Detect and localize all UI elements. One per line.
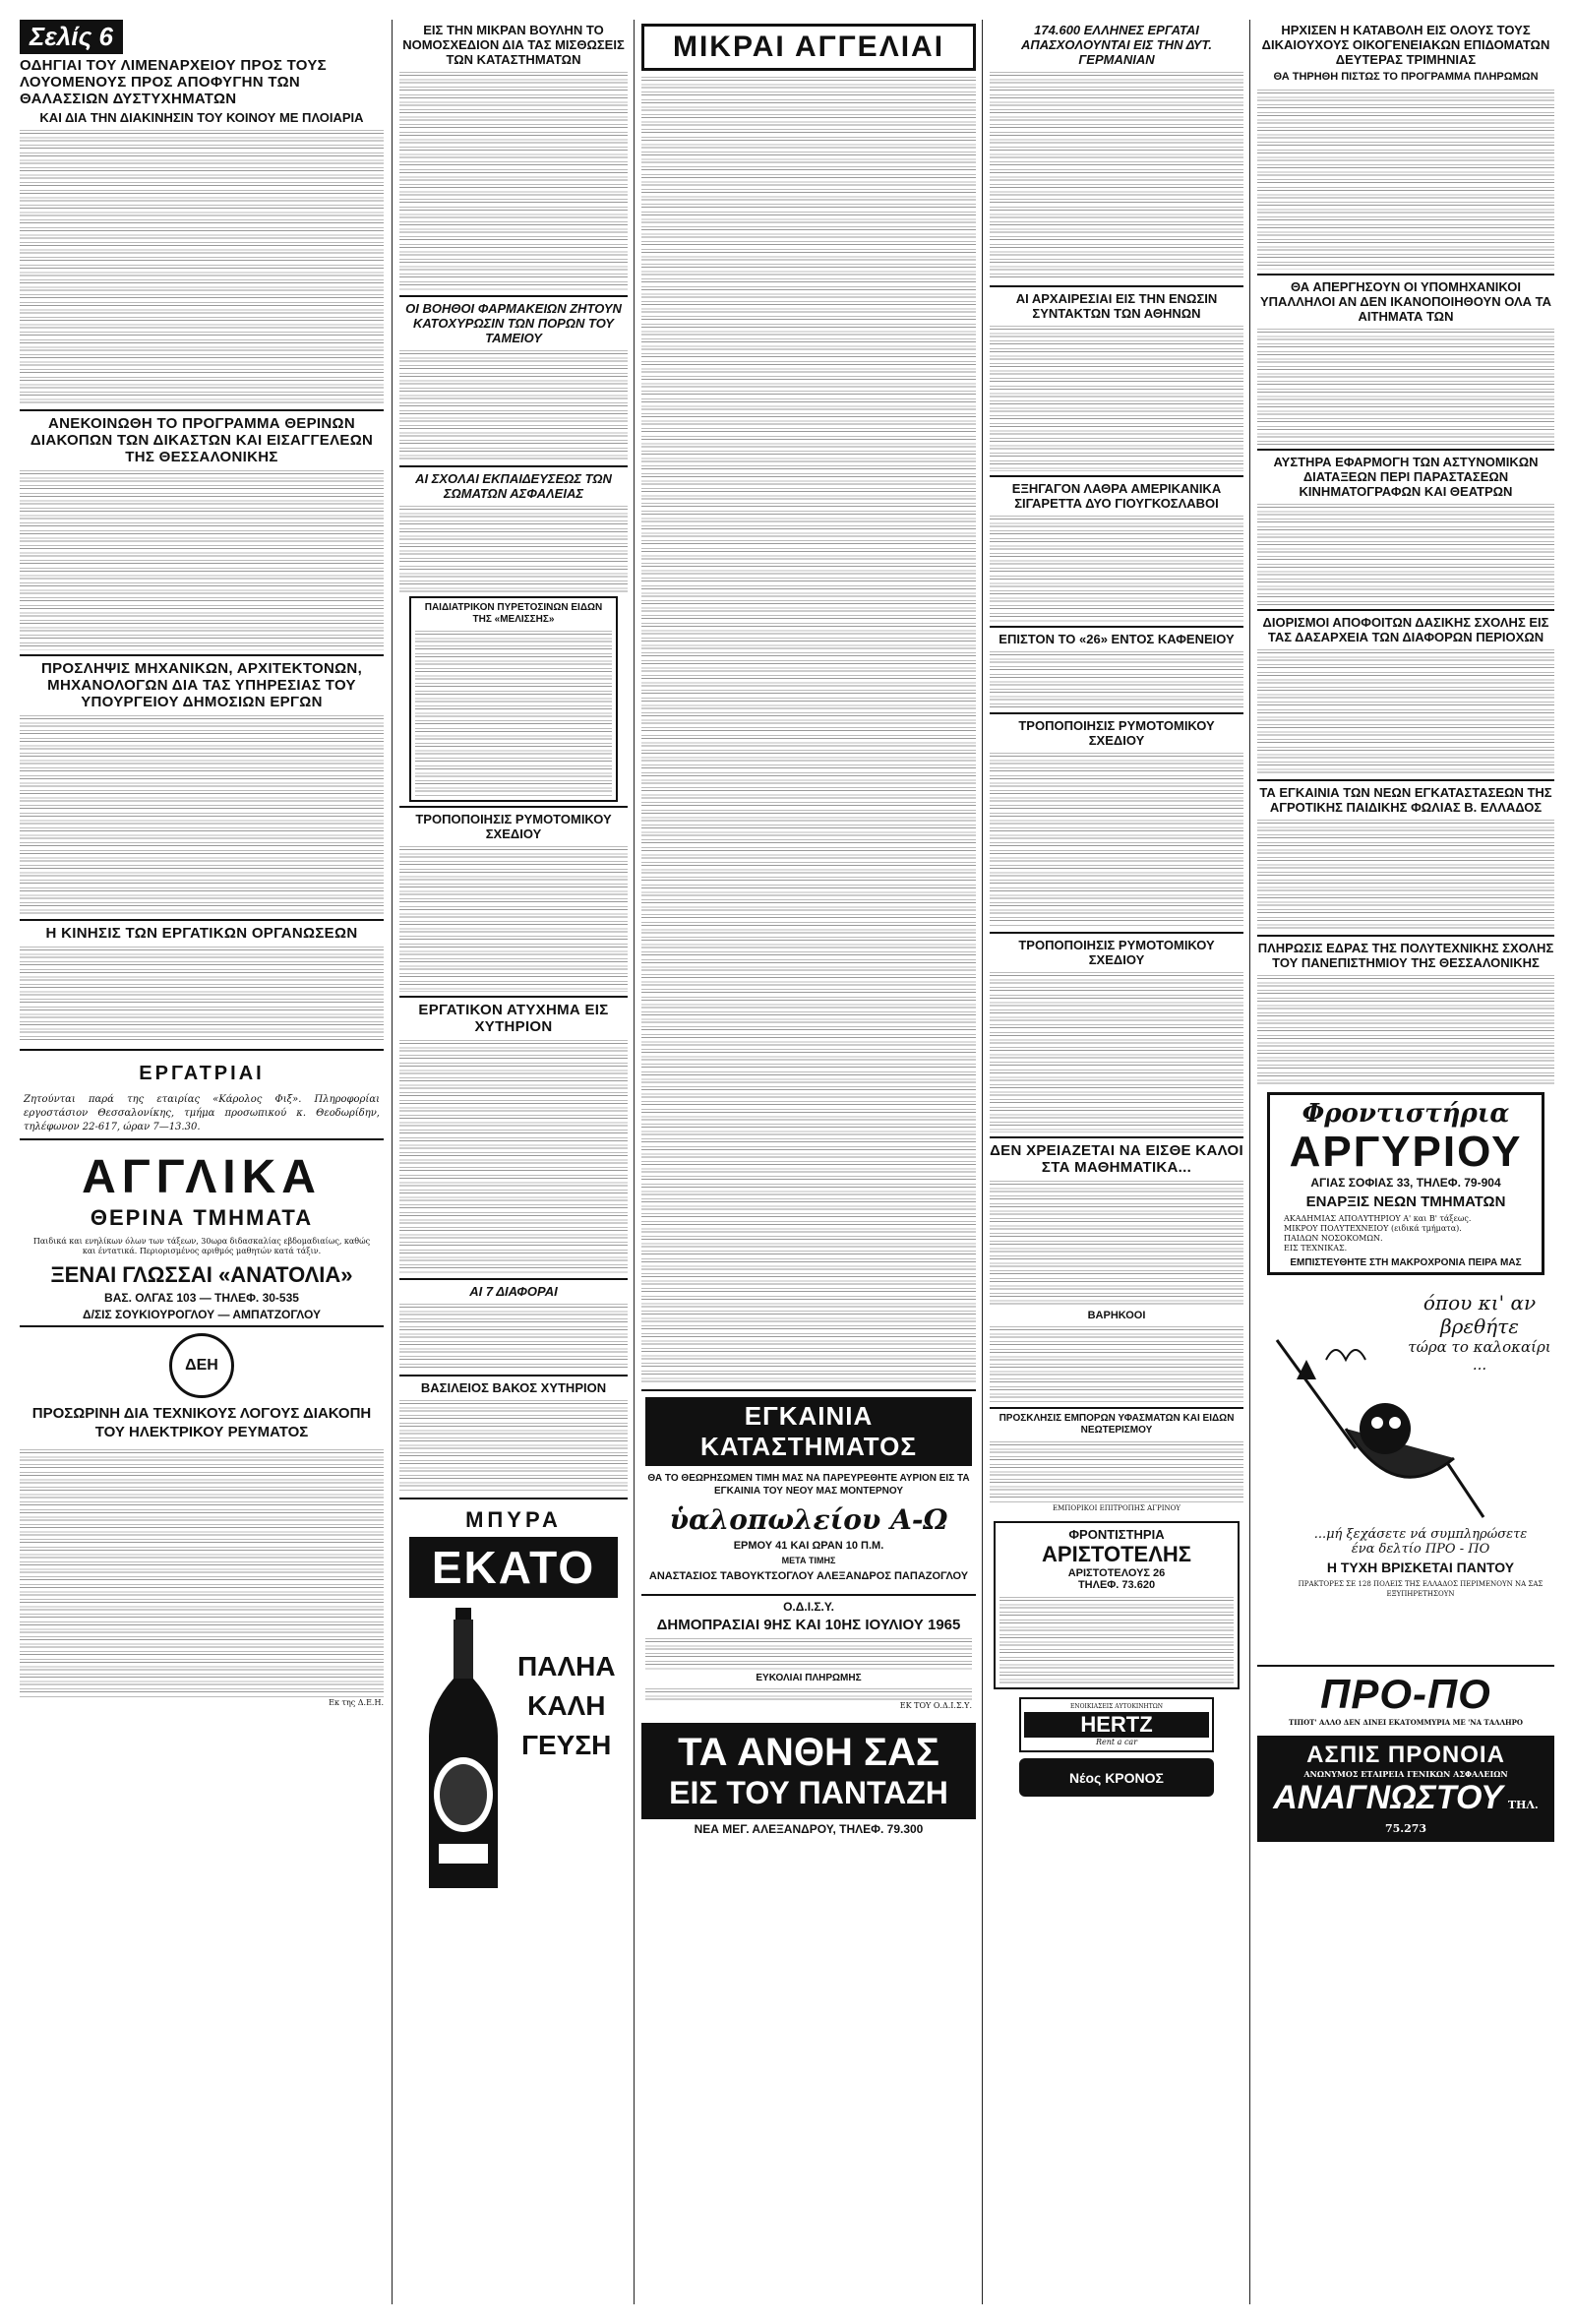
article-text [990, 1439, 1243, 1503]
headline-journalists-elections: ΑΙ ΑΡΧΑΙΡΕΣΙΑΙ ΕΙΣ ΤΗΝ ΕΝΩΣΙΝ ΣΥΝΤΑΚΤΩΝ ΤΩΝ ΑΘΗΝΩΝ [1015, 291, 1218, 321]
aspis-name: ΑΣΠΙΣ ΠΡΟΝΟΙΑ [1306, 1742, 1505, 1768]
headline-family-allowances: ΗΡΧΙΣΕΝ Η ΚΑΤΑΒΟΛΗ ΕΙΣ ΟΛΟΥΣ ΤΟΥΣ ΔΙΚΑΙΟΥΧΟΥΣ ΟΙΚΟΓΕΝΕΙΑΚΩΝ ΕΠΙΔΟΜΑΤΩΝ ΔΕΥΤΕΡΑΣ ΤΡΙΜΗΝΙΑΣ [1261, 23, 1550, 67]
ad-odisy [641, 1594, 976, 1715]
ad-propo [1257, 1281, 1554, 1665]
hammock-illustration-icon [1267, 1320, 1503, 1527]
article-text [399, 504, 628, 592]
headline-polytechnic: ΠΛΗΡΩΣΙΣ ΕΔΡΑΣ ΤΗΣ ΠΟΛΥΤΕΧΝΙΚΗΣ ΣΧΟΛΗΣ ΤΟΥ ΠΑΝΕΠΙΣΤΗΜΙΟΥ ΤΗΣ ΘΕΣΣΑΛΟΝΙΚΗΣ [1257, 941, 1554, 970]
ad-english-school: ΞΕΝΑΙ ΓΛΩΣΣΑΙ «ΑΝΑΤΟΛΙΑ» [50, 1262, 353, 1287]
article-text [1257, 327, 1554, 445]
headline-zoning-1: ΤΡΟΠΟΠΟΙΗΣΙΣ ΡΥΜΟΤΟΜΙΚΟΥ ΣΧΕΔΙΟΥ [1018, 718, 1215, 748]
beer-bottle-icon [419, 1608, 508, 1893]
headline-pharmacy-assistants: ΟΙ ΒΟΗΘΟΙ ΦΑΡΜΑΚΕΙΩΝ ΖΗΤΟΥΝ ΚΑΤΟΧΥΡΩΣΙΝ ΤΩΝ ΠΟΡΩΝ ΤΟΥ ΤΑΜΕΙΟΥ [405, 301, 622, 345]
divider [399, 996, 628, 998]
article-text [1257, 88, 1554, 270]
opening-address: ΕΡΜΟΥ 41 ΚΑΙ ΩΡΑΝ 10 Π.Μ. [733, 1540, 884, 1552]
propo-agents: ΠΡΑΚΤΟΡΕΣ ΣΕ 128 ΠΟΛΕΙΣ ΤΗΣ ΕΛΛΑΔΟΣ ΠΕΡΙΜΕΝΟΥΝ ΝΑ ΣΑΣ ΕΞΥΠΗΡΕΤΗΣΟΥΝ [1298, 1580, 1544, 1598]
propo-line-5: ένα δελτίο ΠΡΟ - ΠΟ [1351, 1542, 1490, 1557]
article-text [399, 348, 628, 461]
flowers-line-1: ΤΑ ΑΝΘΗ ΣΑΣ [678, 1731, 939, 1774]
arg-item-3: ΠΑΙΔΩΝ ΝΟΣΟΚΟΜΩΝ. [1284, 1234, 1383, 1243]
ad-aristotelis-school [994, 1521, 1240, 1689]
headline-zoning-2: ΤΡΟΠΟΠΟΙΗΣΙΣ ΡΥΜΟΤΟΜΙΚΟΥ ΣΧΕΔΙΟΥ [1018, 938, 1215, 967]
opening-text: ΘΑ ΤΟ ΘΕΩΡΗΣΩΜΕΝ ΤΙΜΗ ΜΑΣ ΝΑ ΠΑΡΕΥΡΕΘΗΤΕ ΑΥΡΙΟΝ ΕΙΣ ΤΑ ΕΓΚΑΙΝΙΑ ΤΟΥ ΝΕΟΥ ΜΑΣ ΜΟΝΤΕΡΝΟΥ [647, 1473, 970, 1497]
classified-title: ΜΙΚΡΑΙ ΑΓΓΕΛΙΑΙ [641, 24, 976, 71]
box-text [415, 629, 612, 796]
divider [990, 1136, 1243, 1138]
odisy-text [645, 1636, 972, 1670]
divider [399, 806, 628, 808]
school-text [999, 1595, 1234, 1683]
article-text [990, 1324, 1243, 1403]
divider [399, 465, 628, 467]
headline-cinema-rules: ΑΥΣΤΗΡΑ ΕΦΑΡΜΟΓΗ ΤΩΝ ΑΣΤΥΝΟΜΙΚΩΝ ΔΙΑΤΑΞΕΩΝ ΠΕΡΙ ΠΑΡΑΣΤΑΣΕΩΝ ΚΙΝΗΜΑΤΟΓΡΑΦΩΝ ΚΑΙ ΘΕΑΤΡΩΝ [1273, 455, 1539, 499]
headline-foundry-accident: ΕΡΓΑΤΙΚΟΝ ΑΤΥΧΗΜΑ ΕΙΣ ΧΥΤΗΡΙΟΝ [418, 1002, 609, 1035]
headline-childrens-nest: ΤΑ ΕΓΚΑΙΝΙΑ ΤΩΝ ΝΕΩΝ ΕΓΚΑΤΑΣΤΑΣΕΩΝ ΤΗΣ ΑΓΡΟΤΙΚΗΣ ΠΑΙΔΙΚΗΣ ΦΩΛΙΑΣ Β. ΕΛΛΑΔΟΣ [1259, 785, 1552, 815]
opening-owners: ΑΝΑΣΤΑΣΙΟΣ ΤΑΒΟΥΚΤΣΟΓΛΟΥ ΑΛΕΞΑΝΔΡΟΣ ΠΑΠΑΖΟΓΛΟΥ [648, 1570, 969, 1582]
hertz-sub: Rent a car [1095, 1738, 1138, 1746]
flowers-address: ΝΕΑ ΜΕΓ. ΑΛΕΞΑΝΔΡΟΥ, ΤΗΛΕΦ. 79.300 [694, 1822, 924, 1836]
opening-title: ΕΓΚΑΙΝΙΑ ΚΑΤΑΣΤΗΜΑΤΟΣ [645, 1397, 972, 1466]
headline-greek-workers-germany: 174.600 ΕΛΛΗΝΕΣ ΕΡΓΑΤΑΙ ΑΠΑΣΧΟΛΟΥΝΤΑΙ ΕΙΣ ΤΗΝ ΔΥΤ. ΓΕΡΜΑΝΙΑΝ [1020, 23, 1212, 67]
school-name: ΑΡΙΣΤΟΤΕΛΗΣ [1042, 1542, 1191, 1566]
divider [990, 1407, 1243, 1409]
box-melissa-title: ΠΑΙΔΙΑΤΡΙΚΟΝ ΠΥΡΕΤΟΣΙΝΩΝ ΕΙΔΩΝ ΤΗΣ «ΜΕΛΙΣΣΗΣ» [424, 602, 603, 625]
newspaper-page [20, 20, 1554, 2304]
article-text [1257, 647, 1554, 775]
deh-title: ΠΡΟΣΩΡΙΝΗ ΔΙΑ ΤΕΧΝΙΚΟΥΣ ΛΟΓΟΥΣ ΔΙΑΚΟΠΗ ΤΟΥ ΗΛΕΚΤΡΙΚΟΥ ΡΕΥΜΑΤΟΣ [31, 1405, 372, 1440]
headline-judges-vacation: ΑΝΕΚΟΙΝΩΘΗ ΤΟ ΠΡΟΓΡΑΜΜΑ ΘΕΡΙΝΩΝ ΔΙΑΚΟΠΩΝ ΤΩΝ ΔΙΚΑΣΤΩΝ ΚΑΙ ΕΙΣΑΓΓΕΛΕΩΝ ΤΗΣ ΘΕΣΣΑΛΟΝΙΚΗΣ [30, 415, 374, 465]
article-text [399, 844, 628, 992]
classified-listings [641, 75, 976, 1383]
ad-shop-opening [641, 1389, 976, 1588]
column-rule [634, 20, 635, 2304]
column-3 [641, 20, 976, 2304]
article-text [399, 1038, 628, 1274]
column-rule [982, 20, 983, 2304]
beer-brand: ΜΠΥΡΑ [465, 1507, 562, 1532]
divider [1257, 609, 1554, 611]
column-5 [1257, 20, 1554, 2304]
column-2 [399, 20, 628, 2304]
column-4 [990, 20, 1243, 2304]
propo-brand: ΠΡΟ-ΠΟ [1320, 1671, 1491, 1717]
headline-small-parliament: ΕΙΣ ΤΗΝ ΜΙΚΡΑΝ ΒΟΥΛΗΝ ΤΟ ΝΟΜΟΣΧΕΔΙΟΝ ΔΙΑ ΤΑΣ ΜΙΣΘΩΣΕΙΣ ΤΩΝ ΚΑΤΑΣΤΗΜΑΤΩΝ [402, 23, 625, 67]
headline-zoning-change: ΤΡΟΠΟΠΟΙΗΣΙΣ ΡΥΜΟΤΟΜΙΚΟΥ ΣΧΕΔΙΟΥ [415, 812, 612, 841]
beer-slogan-1: ΠΑΛΗΑ [517, 1651, 616, 1682]
ad-ekato-beer [399, 1498, 628, 1921]
column-rule [392, 20, 393, 2304]
arg-item-1: ΑΚΑΔΗΜΙΑΣ ΑΠΟΛΥΤΗΡΙΟΥ Α' και Β' τάξεως. [1284, 1214, 1472, 1223]
ad-english-lessons [20, 1146, 384, 1327]
beer-slogan [517, 1647, 616, 1765]
propo-line-2: βρεθήτε [1440, 1315, 1519, 1338]
odisy-sign: ΕΚ ΤΟΥ Ο.Δ.Ι.Σ.Υ. [899, 1701, 972, 1710]
divider [990, 475, 1243, 477]
divider [399, 1375, 628, 1376]
deh-logo-text: ΔΕΗ [185, 1357, 218, 1374]
divider [990, 932, 1243, 934]
school-address: ΑΡΙΣΤΟΤΕΛΟΥΣ 26 [1067, 1567, 1166, 1579]
headline-vakos-foundry: ΒΑΣΙΛΕΙΟΣ ΒΑΚΟΣ ΧΥΤΗΡΙΟΝ [420, 1380, 607, 1395]
deh-logo [169, 1333, 234, 1398]
divider [1257, 779, 1554, 781]
divider [20, 919, 384, 921]
article-text [20, 713, 384, 915]
kronos-brand: Νέος ΚΡΟΝΟΣ [1069, 1770, 1164, 1786]
headline-strike: ΘΑ ΑΠΕΡΓΗΣΟΥΝ ΟΙ ΥΠΟΜΗΧΑΝΙΚΟΙ ΥΠΑΛΛΗΛΟΙ ΑΝ ΔΕΝ ΙΚΑΝΟΠΟΙΗΘΟΥΝ ΟΛΑ ΤΑ ΑΙΤΗΜΑΤΑ ΤΩΝ [1260, 279, 1551, 324]
flowers-line-2: ΕΙΣ ΤΟΥ ΠΑΝΤΑΖΗ [669, 1775, 948, 1810]
ad-pantazis-flowers [641, 1723, 976, 1819]
divider [1257, 449, 1554, 451]
odisy-title: Ο.Δ.Ι.Σ.Υ. [783, 1600, 834, 1614]
article-text [399, 1398, 628, 1492]
ad-english-sub: ΘΕΡΙΝΑ ΤΜΗΜΑΤΑ [90, 1205, 314, 1230]
divider [990, 626, 1243, 628]
ad-workers-title: ΕΡΓΑΤΡΙΑΙ [139, 1063, 265, 1084]
article-text [990, 751, 1243, 928]
article-text [399, 70, 628, 291]
headline-labor-organizations: Η ΚΙΝΗΣΙΣ ΤΩΝ ΕΡΓΑΤΙΚΩΝ ΟΡΓΑΝΩΣΕΩΝ [45, 925, 358, 942]
opening-shop: ὑαλοπωλείου Α-Ω [669, 1503, 948, 1536]
divider [20, 409, 384, 411]
school-title: ΦΡΟΝΤΙΣΤΗΡΙΑ [1068, 1527, 1165, 1542]
headline-engineers-hiring: ΠΡΟΣΛΗΨΙΣ ΜΗΧΑΝΙΚΩΝ, ΑΡΧΙΤΕΚΤΟΝΩΝ, ΜΗΧΑΝΟΛΟΓΩΝ ΔΙΑ ΤΑΣ ΥΠΗΡΕΣΙΑΣ ΤΟΥ ΥΠΟΥΡΓΕΙΟΥ ΔΗΜΟΣΙΩΝ ΕΡΓΩΝ [40, 660, 363, 710]
divider [20, 654, 384, 656]
divider [1257, 274, 1554, 275]
article-text [990, 649, 1243, 708]
column-1 [20, 20, 384, 2304]
propo-reminder [1287, 1527, 1554, 1599]
headline-seven-differences: ΑΙ 7 ΔΙΑΦΟΡΑΙ [469, 1284, 558, 1299]
headline-port-authority: ΟΔΗΓΙΑΙ ΤΟΥ ΛΙΜΕΝΑΡΧΕΙΟΥ ΠΡΟΣ ΤΟΥΣ ΛΟΥΟΜΕΝΟΥΣ ΠΡΟΣ ΑΠΟΦΥΓΗΝ ΤΩΝ ΘΑΛΑΣΣΙΩΝ ΔΥΣΤΥΧΗΜΑΤΩΝ [20, 57, 327, 107]
propo-brand-box [1257, 1665, 1554, 1728]
article-text [1257, 502, 1554, 605]
article-text [990, 970, 1243, 1132]
article-text [990, 324, 1243, 471]
beer-name: ΕΚΑΤΟ [409, 1537, 618, 1598]
arg-item-4: ΕΙΣ ΤΕΧΝΙΚΑΣ. [1284, 1244, 1348, 1253]
aspis-sub: ΑΝΩΝΥΜΟΣ ΕΤΑΙΡΕΙΑ ΓΕΝΙΚΩΝ ΑΣΦΑΛΕΙΩΝ [1303, 1769, 1508, 1779]
box-melissa [409, 596, 618, 802]
subhead-boats: ΚΑΙ ΔΙΑ ΤΗΝ ΔΙΑΚΙΝΗΣΙΝ ΤΟΥ ΚΟΙΝΟΥ ΜΕ ΠΛΟΙΑΡΙΑ [39, 110, 364, 125]
beer-slogan-2: ΚΑΛΗ [527, 1690, 606, 1721]
ad-workers [20, 1049, 384, 1140]
ad-english-title: ΑΓΓΛΙΚΑ [82, 1151, 322, 1203]
propo-line-3: τώρα το καλοκαίρι ... [1408, 1338, 1551, 1374]
ad-workers-text: Ζητούνται παρά της εταιρίας «Κάρολος Φιξ». Πληροφορίαι εργοστάσιον Θεσσαλονίκης, τμήμα προσωπικού κ. Θεοδωρίδην, τηλέφωνον 22-617, ώραν 7—13.30. [24, 1094, 380, 1132]
hertz-brand: HERTZ [1024, 1712, 1209, 1738]
propo-line-4: ...μή ξεχάσετε νά συμπληρώσετε [1313, 1527, 1528, 1542]
column-rule [1249, 20, 1250, 2304]
subhead-payment-schedule: ΘΑ ΤΗΡΗΘΗ ΠΙΣΤΩΣ ΤΟ ΠΡΟΓΡΑΜΜΑ ΠΛΗΡΩΜΩΝ [1273, 71, 1539, 83]
ad-english-address: ΒΑΣ. ΟΛΓΑΣ 103 — ΤΗΛΕΦ. 30-535 [104, 1291, 299, 1305]
headline-game-cafe: ΕΠΙΣΤΟΝ ΤΟ «26» ΕΝΤΟΣ ΚΑΦΕΝΕΙΟΥ [999, 632, 1235, 646]
odisy-payment: ΕΥΚΟΛΙΑΙ ΠΛΗΡΩΜΗΣ [756, 1673, 862, 1683]
ad-aspis-pronoia [1257, 1736, 1554, 1842]
headline-forestry-appointments: ΔΙΟΡΙΣΜΟΙ ΑΠΟΦΟΙΤΩΝ ΔΑΣΙΚΗΣ ΣΧΟΛΗΣ ΕΙΣ ΤΑΣ ΔΑΣΑΡΧΕΙΑ ΤΩΝ ΔΙΑΦΟΡΩΝ ΠΕΡΙΟΧΩΝ [1262, 615, 1549, 644]
arg-item-2: ΜΙΚΡΟΥ ΠΟΛΥΤΕΧΝΕΙΟΥ (ειδικά τμήματα). [1284, 1224, 1462, 1233]
arg-name: ΑΡΓΥΡΙΟΥ [1289, 1128, 1523, 1176]
opening-esteem: ΜΕΤΑ ΤΙΜΗΣ [781, 1556, 836, 1565]
article-text [990, 514, 1243, 622]
odisy-text-2 [645, 1686, 972, 1701]
deh-text [20, 1447, 384, 1698]
ad-english-directors: Δ/ΣΙΣ ΣΟΥΚΙΟΥΡΟΓΛΟΥ — ΑΜΠΑΤΖΟΓΛΟΥ [83, 1308, 321, 1321]
divider [990, 712, 1243, 714]
article-text [20, 945, 384, 1043]
divider [990, 285, 1243, 287]
propo-line-6: Η ΤΥΧΗ ΒΡΙΣΚΕΤΑΙ ΠΑΝΤΟΥ [1326, 1560, 1515, 1575]
propo-tagline: ΤΙΠΟΤ' ΑΛΛΟ ΔΕΝ ΔΙΝΕΙ ΕΚΑΤΟΜΜΥΡΙΑ ΜΕ 'ΝΑ ΤΑΛΛΗΡΟ [1288, 1718, 1524, 1727]
divider [399, 1278, 628, 1280]
math-sign: ΒΑΡΗΚΟΟΙ [1087, 1310, 1146, 1321]
aspis-phone: ΤΗΛ. 75.273 [1384, 1799, 1539, 1835]
article-text [399, 1302, 628, 1371]
article-text [990, 1179, 1243, 1307]
divider [399, 295, 628, 297]
school-phone: ΤΗΛΕΦ. 73.620 [1077, 1579, 1156, 1591]
headline-merchants-invite: ΠΡΟΣΚΛΗΣΙΣ ΕΜΠΟΡΩΝ ΥΦΑΣΜΑΤΩΝ ΚΑΙ ΕΙΔΩΝ ΝΕΩΤΕΡΙΣΜΟΥ [999, 1413, 1235, 1436]
arg-trust: ΕΜΠΙΣΤΕΥΘΗΤΕ ΣΤΗ ΜΑΚΡΟΧΡΟΝΙΑ ΠΕΙΡΑ ΜΑΣ [1290, 1257, 1522, 1268]
arg-new-sections: ΕΝΑΡΞΙΣ ΝΕΩΝ ΤΜΗΜΑΤΩΝ [1305, 1193, 1506, 1210]
beer-slogan-3: ΓΕΥΣΗ [521, 1730, 612, 1760]
page-number-badge: Σελίς 6 [20, 20, 123, 54]
propo-line-1: όπου κι' αν [1423, 1291, 1537, 1315]
arg-script: Φροντιστήρια [1302, 1099, 1510, 1129]
odisy-auction: ΔΗΜΟΠΡΑΣΙΑΙ 9ΗΣ ΚΑΙ 10ΗΣ ΙΟΥΛΙΟΥ 1965 [656, 1617, 961, 1633]
arg-address: ΑΓΙΑΣ ΣΟΦΙΑΣ 33, ΤΗΛΕΦ. 79-904 [1310, 1176, 1501, 1190]
deh-sign: Εκ της Δ.Ε.Η. [329, 1698, 384, 1707]
divider [1257, 935, 1554, 937]
ad-english-text: Παιδικά και ενηλίκων όλων των τάξεων, 30ωρα διδασκαλίας εβδομαδιαίως, καθώς και έντατικά. Περιορισμένος αριθμός μαθητών κατά τάξιν. [32, 1237, 371, 1255]
headline-cigarette-smuggling: ΕΞΗΓΑΓΟΝ ΛΑΘΡΑ ΑΜΕΡΙΚΑΝΙΚΑ ΣΙΓΑΡΕΤΤΑ ΔΥΟ ΓΙΟΥΓΚΟΣΛΑΒΟΙ [1011, 481, 1222, 511]
article-text [990, 70, 1243, 281]
article-text [1257, 973, 1554, 1086]
ad-deh-power-outage [20, 1333, 384, 1708]
hertz-top: ΕΝΟΙΚΙΑΣΕΙΣ ΑΥΤΟΚΙΝΗΤΩΝ [1069, 1703, 1164, 1710]
ad-kronos [1019, 1758, 1214, 1797]
article-text [20, 128, 384, 405]
aspis-agent: ΑΝΑΓΝΩΣΤΟΥ [1273, 1779, 1503, 1816]
article-text [1257, 818, 1554, 931]
invite-sign: ΕΜΠΟΡΙΚΟΙ ΕΠΙΤΡΟΠΗΣ ΑΓΡΙΝΟΥ [1053, 1504, 1180, 1512]
headline-security-schools: ΑΙ ΣΧΟΛΑΙ ΕΚΠΑΙΔΕΥΣΕΩΣ ΤΩΝ ΣΩΜΑΤΩΝ ΑΣΦΑΛΕΙΑΣ [415, 471, 612, 501]
headline-math: ΔΕΝ ΧΡΕΙΑΖΕΤΑΙ ΝΑ ΕΙΣΘΕ ΚΑΛΟΙ ΣΤΑ ΜΑΘΗΜΑΤΙΚΑ... [990, 1142, 1243, 1176]
ad-argyriou [1267, 1092, 1544, 1275]
ad-hertz [1019, 1697, 1214, 1752]
article-text [20, 468, 384, 650]
